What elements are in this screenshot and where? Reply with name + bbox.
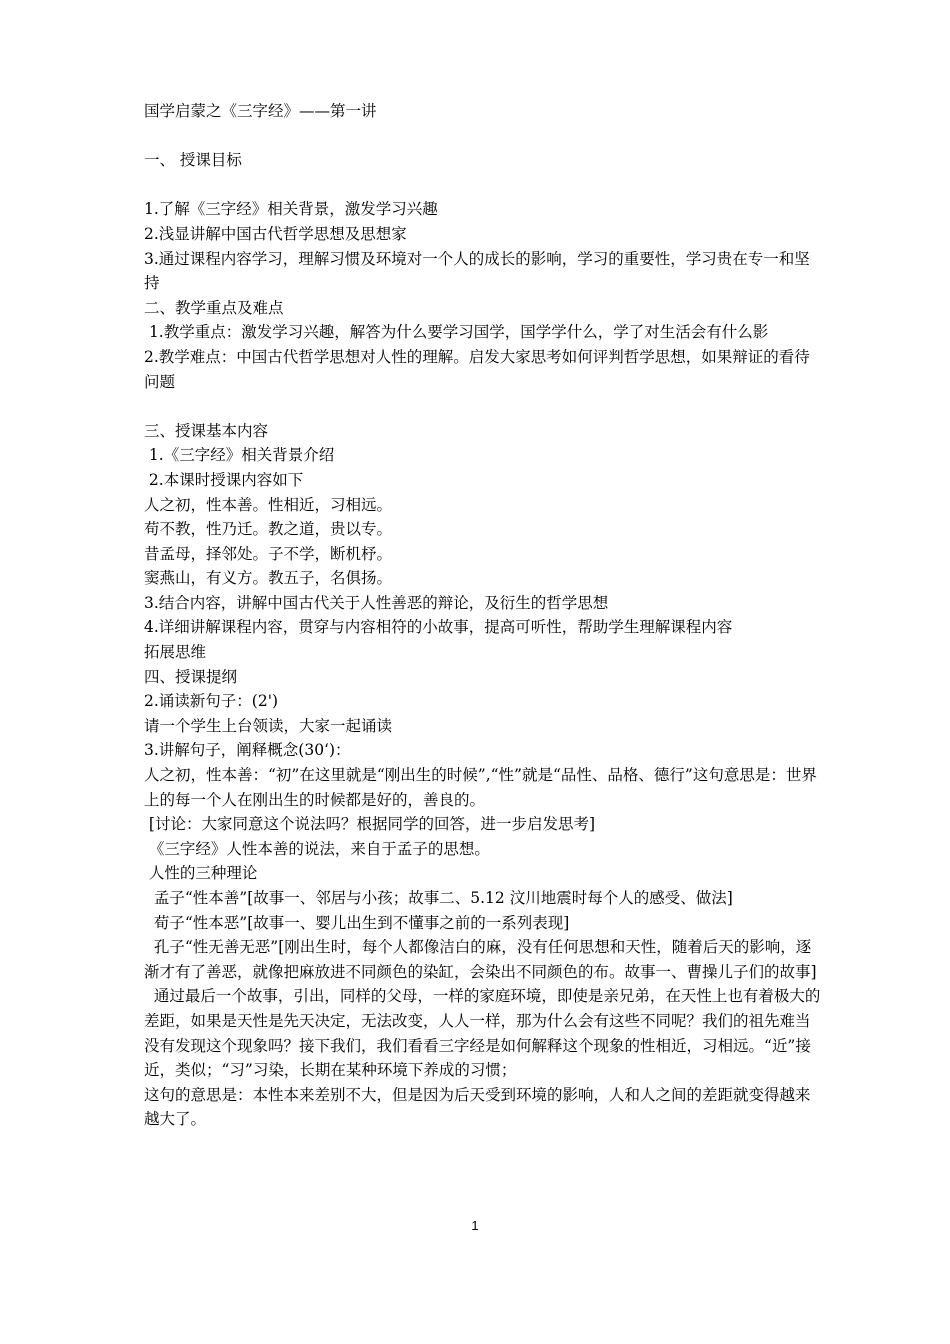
text-line: 2.本课时授课内容如下 <box>144 470 304 489</box>
verse-line: 苟不教，性乃迁。教之道，贵以专。 <box>144 520 393 539</box>
section-heading: 二、教学重点及难点 <box>144 298 284 317</box>
verse-line: 人之初，性本善。性相近，习相远。 <box>144 495 393 514</box>
text-paragraph: 2.教学难点：中国古代哲学思想对人性的理解。启发大家思考如何评判哲学思想，如果辩证的看待问题 <box>144 347 810 391</box>
verse-line: 昔孟母，择邻处。子不学，断机杼。 <box>144 544 393 563</box>
document-body <box>144 99 824 1132</box>
text-line: 孟子“性本善”[故事一、邻居与小孩；故事二、5.12 汶川地震时每个人的感受、做法] <box>144 889 733 907</box>
text-line: 《三字经》人性本善的说法，来自于孟子的思想。 <box>144 839 490 858</box>
blank-line <box>144 124 824 149</box>
blank-line <box>144 394 824 419</box>
blank-line <box>144 173 824 198</box>
section-heading: 三、授课基本内容 <box>144 421 269 440</box>
text-paragraph: 通过最后一个故事，引出，同样的父母，一样的家庭环境，即使是亲兄弟，在天性上也有着极大的差距，如果是天性是先天决定，无法改变，人人一样，那为什么会有这些不同呢？我们的祖先难当没有发现这个现象吗？接下我们，我们看看三字经是如何解释这个现象的性相近，习相远。“近”接近，类似；“习”习染，长期在某种环境下养成的习惯； <box>144 987 821 1080</box>
text-line: 2.浅显讲解中国古代哲学思想及思想家 <box>144 224 407 243</box>
verse-line: 窦燕山，有义方。教五子，名俱扬。 <box>144 569 393 588</box>
text-line: 人性的三种理论 <box>144 864 258 883</box>
text-line: 3.讲解句子，阐释概念(30‘)： <box>144 741 351 760</box>
text-line: 荀子“性本恶”[故事一、婴儿出生到不懂事之前的一系列表现] <box>144 913 570 932</box>
text-paragraph: 1.教学重点：激发学习兴趣，解答为什么要学习国学，国学学什么，学了对生活会有什么影 <box>144 323 769 342</box>
text-line: 3.结合内容，讲解中国古代关于人性善恶的辩论，及衍生的哲学思想 <box>144 593 609 612</box>
text-paragraph: 孔子“性无善无恶”[刚出生时，每个人都像洁白的麻，没有任何思想和天性，随着后天的影响，逐渐才有了善恶，就像把麻放进不同颜色的染缸，会染出不同颜色的布。故事一、曹操儿子们的故事] <box>144 938 817 981</box>
text-paragraph: 人之初，性本善：“初”在这里就是“刚出生的时候”,“性”就是“品性、品格、德行”这句意思是：世界上的每一个人在刚出生的时候都是好的，善良的。 <box>144 766 817 809</box>
document-title: 国学启蒙之《三字经》——第一讲 <box>144 102 377 120</box>
section-heading: 一、 授课目标 <box>144 151 242 170</box>
section-heading: 四、授课提纲 <box>144 667 238 686</box>
text-paragraph: 3.通过课程内容学习，理解习惯及环境对一个人的成长的影响，学习的重要性，学习贵在专一和坚持 <box>144 249 810 293</box>
text-line: 2.诵读新句子：(2') <box>144 692 279 711</box>
text-paragraph: 这句的意思是：本性本来差别不大，但是因为后天受到环境的影响，人和人之间的差距就变得越来越大了。 <box>144 1085 811 1129</box>
text-line: [讨论：大家同意这个说法吗？根据同学的回答，进一步启发思考] <box>144 815 596 834</box>
text-line: 1.了解《三字经》相关背景，激发学习兴趣 <box>144 200 438 219</box>
page-number: 1 <box>471 1218 479 1233</box>
text-line: 1.《三字经》相关背景介绍 <box>144 446 335 465</box>
text-line: 拓展思维 <box>144 643 207 662</box>
text-line: 请一个学生上台领读，大家一起诵读 <box>144 716 393 735</box>
text-line: 4.详细讲解课程内容，贯穿与内容相符的小故事，提高可听性，帮助学生理解课程内容 <box>144 618 733 637</box>
